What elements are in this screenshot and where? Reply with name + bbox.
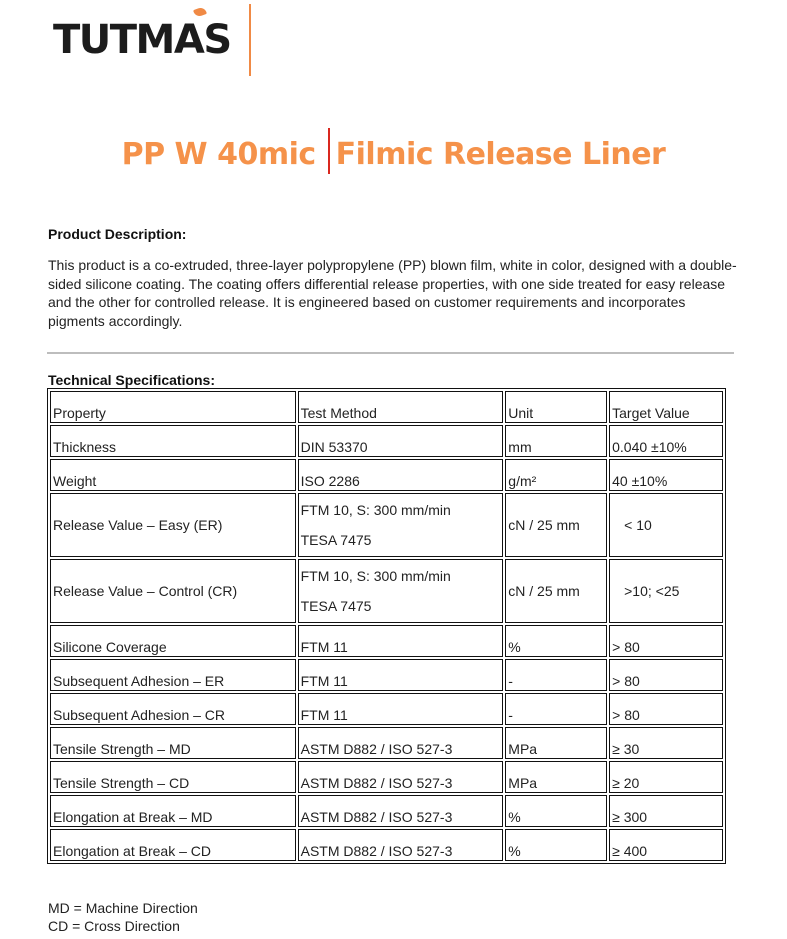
logo-text: TUTMAS (53, 17, 231, 63)
test-method-cell: ASTM D882 / ISO 527-3 (298, 795, 504, 827)
unit-cell: MPa (505, 761, 607, 793)
unit-cell: % (505, 795, 607, 827)
unit-cell: % (505, 625, 607, 657)
table-row (50, 625, 723, 657)
property-cell: Subsequent Adhesion – ER (50, 659, 296, 691)
target-value-cell (609, 559, 723, 623)
table-row (50, 795, 723, 827)
table-header-row (50, 391, 723, 423)
test-method-cell (298, 493, 504, 557)
description-heading: Product Description: (48, 226, 187, 242)
column-header: Property (50, 391, 296, 423)
page-title (0, 128, 787, 174)
test-method-line: FTM 10, S: 300 mm/min (300, 568, 451, 584)
title-separator (328, 128, 330, 174)
property-cell: Release Value – Easy (ER) (50, 493, 296, 557)
table-row (50, 559, 723, 623)
property-cell: Tensile Strength – CD (50, 761, 296, 793)
note-cd: CD = Cross Direction (48, 918, 180, 934)
property-cell: Subsequent Adhesion – CR (50, 693, 296, 725)
target-value-cell: 0.040 ±10% (609, 425, 723, 457)
table-row (50, 761, 723, 793)
test-method-line: TESA 7475 (300, 598, 372, 614)
specs-heading: Technical Specifications: (48, 372, 216, 388)
table-row (50, 693, 723, 725)
property-cell: Silicone Coverage (50, 625, 296, 657)
property-cell: Thickness (50, 425, 296, 457)
property-cell: Elongation at Break – CD (50, 829, 296, 861)
unit-cell: cN / 25 mm (505, 559, 607, 623)
test-method-cell: FTM 11 (298, 659, 504, 691)
test-method-cell: DIN 53370 (298, 425, 504, 457)
unit-cell: g/m² (505, 459, 607, 491)
table-row (50, 459, 723, 491)
target-value-cell: ≥ 20 (609, 761, 723, 793)
target-value-cell: ≥ 30 (609, 727, 723, 759)
unit-cell: cN / 25 mm (505, 493, 607, 557)
property-cell: Release Value – Control (CR) (50, 559, 296, 623)
target-value-cell (609, 493, 723, 557)
description-text: This product is a co-extruded, three-layer polypropylene (PP) blown film, white in color, designed with a double-sided silicone coating. The coating offers differential release properties, with one side treated for easy release and the other for controlled release. It is engineered based on customer requirements and incorporates pigments accordingly. (48, 257, 737, 329)
table-row (50, 659, 723, 691)
test-method-cell: ASTM D882 / ISO 527-3 (298, 829, 504, 861)
section-divider (47, 352, 734, 354)
title-product-code: PP W 40mic (121, 137, 316, 172)
test-method-cell: ASTM D882 / ISO 527-3 (298, 761, 504, 793)
unit-cell: MPa (505, 727, 607, 759)
target-value-cell: > 80 (609, 693, 723, 725)
property-cell: Elongation at Break – MD (50, 795, 296, 827)
target-value-text: < 10 (624, 516, 652, 533)
target-value-cell: > 80 (609, 625, 723, 657)
target-value-cell: ≥ 300 (609, 795, 723, 827)
property-cell: Tensile Strength – MD (50, 727, 296, 759)
column-header: Target Value (609, 391, 723, 423)
table-row (50, 727, 723, 759)
unit-cell: mm (505, 425, 607, 457)
test-method-cell: ASTM D882 / ISO 527-3 (298, 727, 504, 759)
test-method-cell (298, 559, 504, 623)
table-row (50, 829, 723, 861)
target-value-text: >10; <25 (624, 582, 680, 599)
test-method-cell: FTM 11 (298, 693, 504, 725)
title-product-name: Filmic Release Liner (335, 137, 666, 172)
column-header: Test Method (298, 391, 504, 423)
target-value-cell: 40 ±10% (609, 459, 723, 491)
test-method-line: FTM 10, S: 300 mm/min (300, 502, 451, 518)
table-row (50, 493, 723, 557)
spec-table (47, 388, 726, 864)
target-value-cell: > 80 (609, 659, 723, 691)
test-method-cell: ISO 2286 (298, 459, 504, 491)
unit-cell: % (505, 829, 607, 861)
logo-divider (249, 4, 251, 76)
test-method-cell: FTM 11 (298, 625, 504, 657)
property-cell: Weight (50, 459, 296, 491)
table-row (50, 425, 723, 457)
test-method-line: TESA 7475 (300, 532, 372, 548)
target-value-cell: ≥ 400 (609, 829, 723, 861)
column-header: Unit (505, 391, 607, 423)
note-md: MD = Machine Direction (48, 900, 198, 916)
unit-cell: - (505, 693, 607, 725)
unit-cell: - (505, 659, 607, 691)
